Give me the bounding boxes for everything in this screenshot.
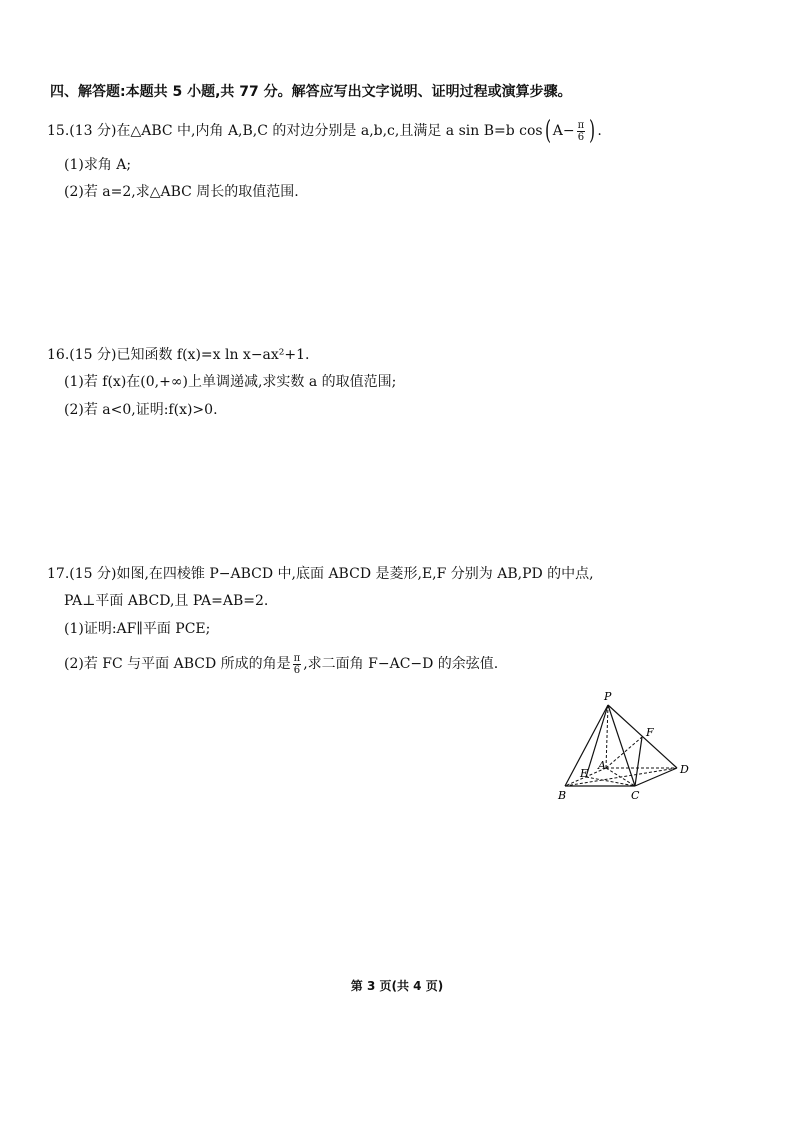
q15-stem [47, 117, 602, 145]
segment-FC [635, 737, 642, 786]
section-title: 四、解答题:本题共 5 小题,共 77 分。解答应写出文字说明、证明过程或演算步骤。 [50, 84, 572, 100]
label-C: C [631, 789, 640, 802]
q15-inner: A− [552, 123, 575, 139]
edge-CD [635, 768, 677, 786]
label-A: A [598, 759, 606, 772]
q17-part2-prefix: (2)若 FC 与平面 ABCD 所成的角是 [64, 656, 291, 672]
q17-part1: (1)证明:AF∥平面 PCE; [64, 621, 211, 637]
q16-stem: 16.(15 分)已知函数 f(x)=x ln x−ax²+1. [47, 347, 310, 363]
q17-frac-num: π [293, 652, 301, 664]
q15-frac-num: π [577, 119, 585, 131]
q15-stem-prefix: 15.(13 分)在△ABC 中,内角 A,B,C 的对边分别是 a,b,c,且满足 a sin B=b cos [47, 123, 543, 139]
q15-part2: (2)若 a=2,求△ABC 周长的取值范围. [64, 184, 299, 200]
q17-part2-suffix: ,求二面角 F−AC−D 的余弦值. [303, 656, 499, 672]
q15-fraction [577, 120, 586, 143]
label-E: E [580, 767, 589, 780]
label-D: D [680, 763, 689, 776]
q15-frac-den: 6 [577, 131, 585, 143]
q17-stem: 17.(15 分)如图,在四棱锥 P−ABCD 中,底面 ABCD 是菱形,E,F 分别为 AB,PD 的中点, [47, 566, 594, 582]
label-B: B [558, 789, 567, 802]
pyramid-figure [550, 690, 700, 805]
q15-stem-end: . [597, 123, 602, 139]
q17-fraction [293, 653, 302, 676]
q17-frac-den: 6 [293, 664, 301, 676]
q17-part2 [64, 650, 498, 678]
q17-stem2: PA⊥平面 ABCD,且 PA=AB=2. [64, 593, 269, 609]
q15-part1: (1)求角 A; [64, 157, 132, 173]
q15-paren-open: ( [544, 116, 551, 146]
q16-part1: (1)若 f(x)在(0,+∞)上单调递减,求实数 a 的取值范围; [64, 374, 397, 390]
label-P: P [604, 690, 612, 703]
label-F: F [646, 726, 654, 739]
q15-paren-close: ) [589, 116, 596, 146]
page-footer: 第 3 页(共 4 页) [350, 979, 444, 993]
edge-PA [606, 705, 608, 768]
q16-part2: (2)若 a<0,证明:f(x)>0. [64, 402, 218, 418]
